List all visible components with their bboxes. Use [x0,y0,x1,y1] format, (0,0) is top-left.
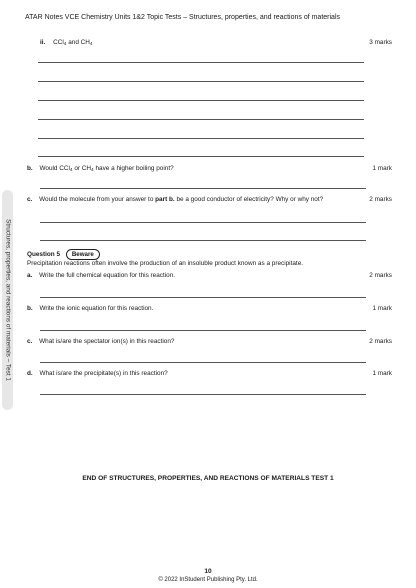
answer-line[interactable] [40,297,366,298]
answer-line[interactable] [40,362,366,363]
q5-part-c-text: What is/are the spectator ion(s) in this reaction? [39,338,175,345]
q5-part-b-marks: 1 mark [372,305,392,312]
answer-line[interactable] [40,188,366,189]
part-c-marks: 2 marks [369,196,392,203]
q5-part-a-text: Write the full chemical equation for this reaction. [39,272,176,279]
question-5-title: Question 5 [27,251,61,258]
answer-line[interactable] [40,330,366,331]
q5-part-a-question [27,272,175,279]
answer-line[interactable] [38,81,364,82]
q5-part-b-label: b. [27,305,33,312]
part-b-marks: 1 mark [372,165,392,172]
part-ii-text: CCl$_4$ and $CH_4$ [53,39,93,47]
part-b-text: Would CCl$_4$ or $CH_4$ have a higher boiling point? [39,165,174,173]
q5-part-b-question [27,305,153,312]
part-ii-marks: 3 marks [369,39,392,46]
answer-line[interactable] [40,240,366,241]
answer-line[interactable] [38,138,364,139]
copyright: © 2022 InStudent Publishing Pty. Ltd. [158,577,258,583]
answer-line[interactable] [38,119,364,120]
answer-line[interactable] [38,100,364,101]
q5-part-b-text: Write the ionic equation for this reaction. [39,305,154,312]
q5-part-d-label: d. [27,370,33,377]
part-b-question [27,165,174,172]
part-ii-label: ii. [40,39,46,46]
part-c-label: c. [27,196,33,203]
question-5-heading [27,249,100,260]
q5-part-a-marks: 2 marks [369,272,392,279]
page-number: 10 [204,568,212,575]
q5-part-a-label: a. [27,272,33,279]
q5-part-d-text: What is/are the precipitate(s) in this reaction? [39,370,168,377]
q5-part-c-marks: 2 marks [369,338,392,345]
q5-part-d-question [27,370,168,377]
answer-line[interactable] [38,62,364,63]
part-c-question [27,196,323,203]
q5-part-c-label: c. [27,338,33,345]
running-header: ATAR Notes VCE Chemistry Units 1&2 Topic Tests – Structures, properties, and reactions of materials [25,14,340,21]
answer-line[interactable] [40,222,366,223]
answer-line[interactable] [38,156,364,157]
part-c-text: Would the molecule from your answer to part b. be a good conductor of electricity? Why or why not? [39,196,324,203]
side-tab-text: Structures, properties, and reactions of materials – Test 1 [4,219,11,381]
q5-part-c-question [27,338,174,345]
q5-part-d-marks: 1 mark [372,370,392,377]
end-of-test-text: END OF STRUCTURES, PROPERTIES, AND REACTIONS OF MATERIALS TEST 1 [82,475,334,482]
part-b-label: b. [27,165,33,172]
beware-badge: Beware [66,249,100,260]
answer-line[interactable] [40,394,366,395]
part-ii-question [40,39,93,46]
question-5-intro: Precipitation reactions often involve the production of an insoluble product known as a precipitate. [27,260,304,267]
